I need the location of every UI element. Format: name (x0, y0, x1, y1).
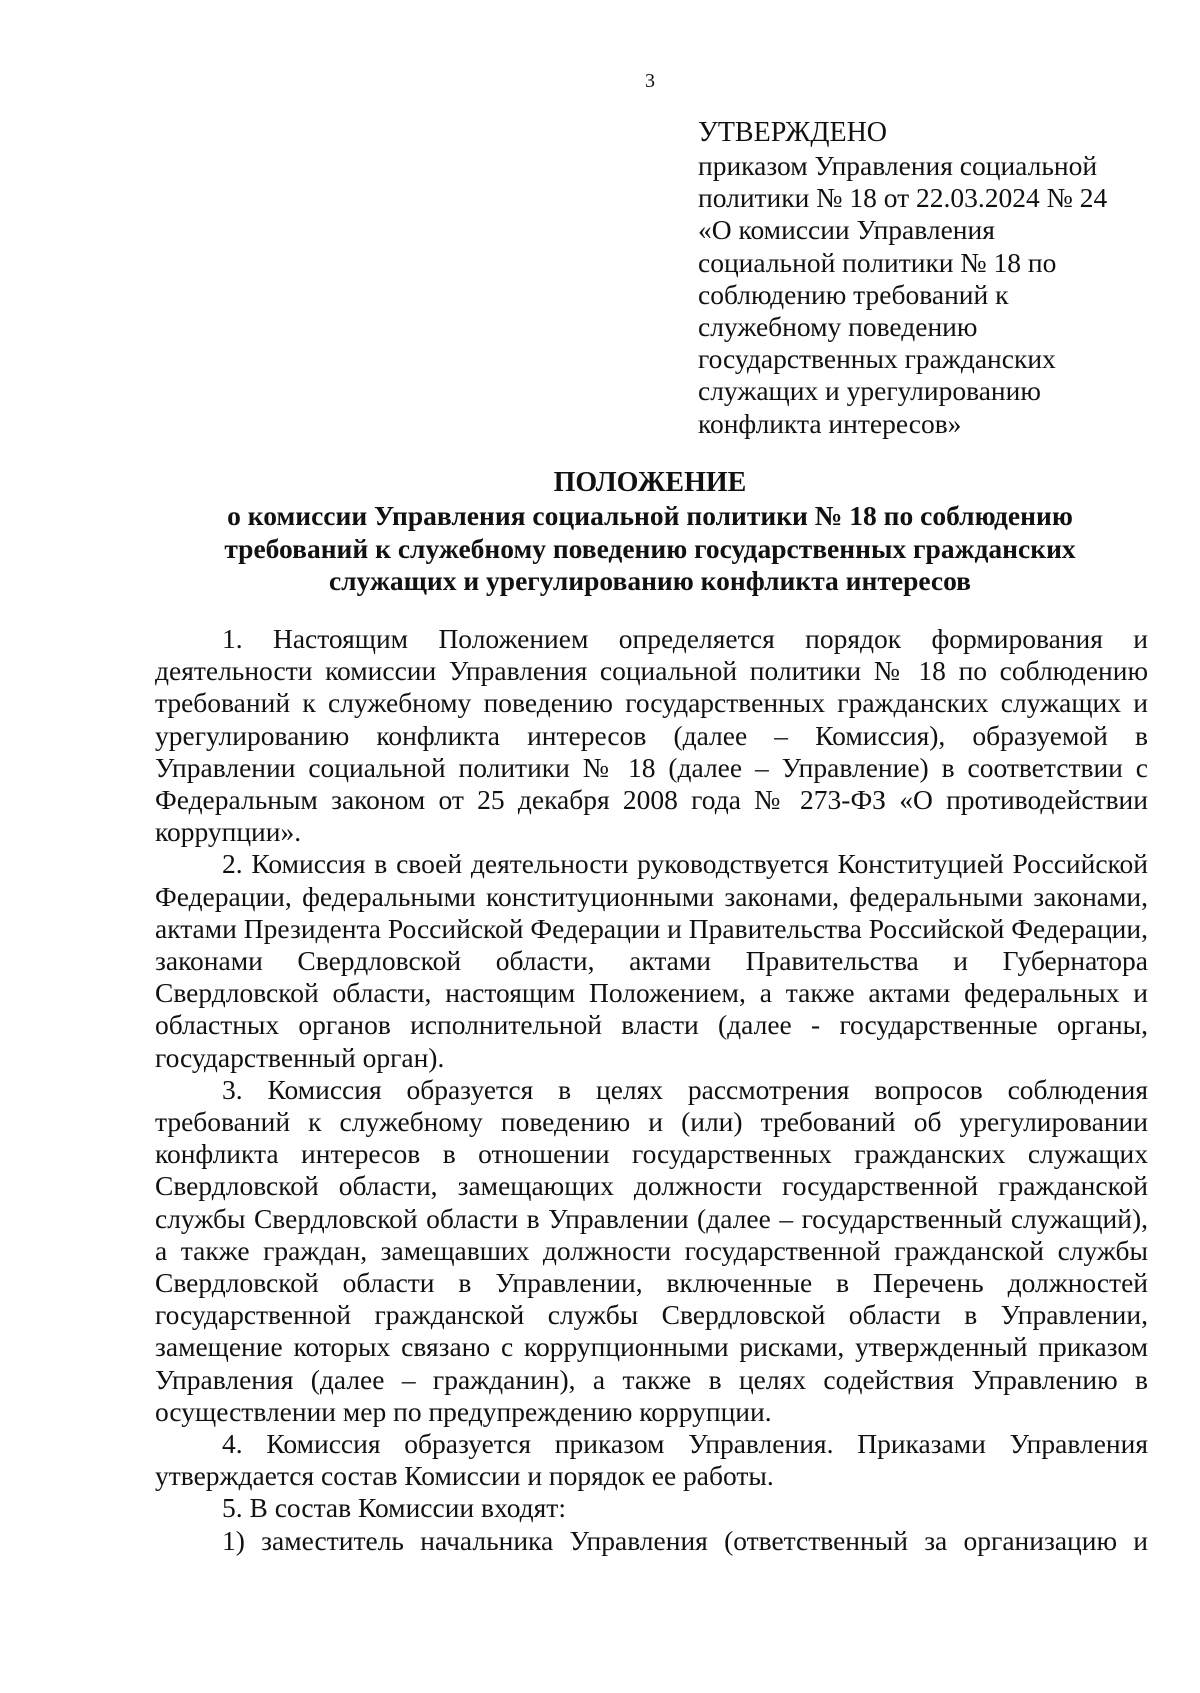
approval-line: государственных гражданских (698, 343, 1056, 375)
document-title-block (150, 466, 1150, 598)
approval-line: конфликта интересов» (698, 407, 962, 439)
document-subtitle-line: служащих и урегулированию конфликта интересов (328, 565, 972, 596)
approval-line: социальной политики № 18 по (698, 246, 1057, 278)
list-item-1: 1) заместитель начальника Управления (ответственный за организацию и (222, 1524, 1148, 1556)
document-title: ПОЛОЖЕНИЕ (553, 467, 747, 498)
document-body (155, 623, 1148, 1557)
approval-line: соблюдению требований к (698, 278, 1009, 310)
approval-line: «О комиссии Управления (698, 214, 995, 246)
paragraph-4: 4. Комиссия образуется приказом Управления. Приказами Управления утверждается состав Комиссии и порядок ее работы. (155, 1428, 1148, 1492)
approval-stamp-block (698, 116, 1138, 440)
approval-line: приказом Управления социальной (698, 150, 1098, 181)
document-subtitle-line: о комиссии Управления социальной политики № 18 по соблюдению (227, 500, 1073, 531)
approval-line: служебному поведению (698, 311, 978, 343)
paragraph-2: 2. Комиссия в своей деятельности руководствуется Конституцией Российской Федерации, федеральными конституционными законами, федеральными законами, актами Президента Российской Федерации и Правительства Российской Федерации, законами Свердловской области, актами Правительства и Губернатора Свердловской области, настоящим Положением, а также актами федеральных и областных органов исполнительной власти (далее - государственные органы, государственный орган). (155, 848, 1148, 1073)
document-subtitle-line: требований к служебному поведению государственных гражданских (224, 532, 1076, 564)
page-number: 3 (645, 70, 655, 92)
approval-line: служащих и урегулированию (698, 375, 1041, 407)
paragraph-5: 5. В состав Комиссии входят: (222, 1492, 566, 1524)
paragraph-3: 3. Комиссия образуется в целях рассмотрения вопросов соблюдения требований к служебному поведению и (или) требований об урегулировании конфликта интересов в отношении государственных гражданских служащих Свердловской области, замещающих должности государственной гражданской службы Свердловской области в Управлении (далее – государственный служащий), а также граждан, замещавших должности государственной гражданской службы Свердловской области в Управлении, включенные в Перечень должностей государственной гражданской службы Свердловской области в Управлении, замещение которых связано с коррупционными рисками, утвержденный приказом Управления (далее – гражданин), а также в целях содействия Управлению в осуществлении мер по предупреждению коррупции. (155, 1073, 1148, 1427)
approval-heading: УТВЕРЖДЕНО (698, 117, 888, 148)
approval-line: политики № 18 от 22.03.2024 № 24 (698, 182, 1108, 214)
paragraph-1: 1. Настоящим Положением определяется порядок формирования и деятельности комиссии Управления социальной политики № 18 по соблюдению требований к служебному поведению государственных гражданских служащих и урегулированию конфликта интересов (далее – Комиссия), образуемой в Управлении социальной политики № 18 (далее – Управление) в соответствии с Федеральным законом от 25 декабря 2008 года № 273-ФЗ «О противодействии коррупции». (155, 623, 1148, 848)
